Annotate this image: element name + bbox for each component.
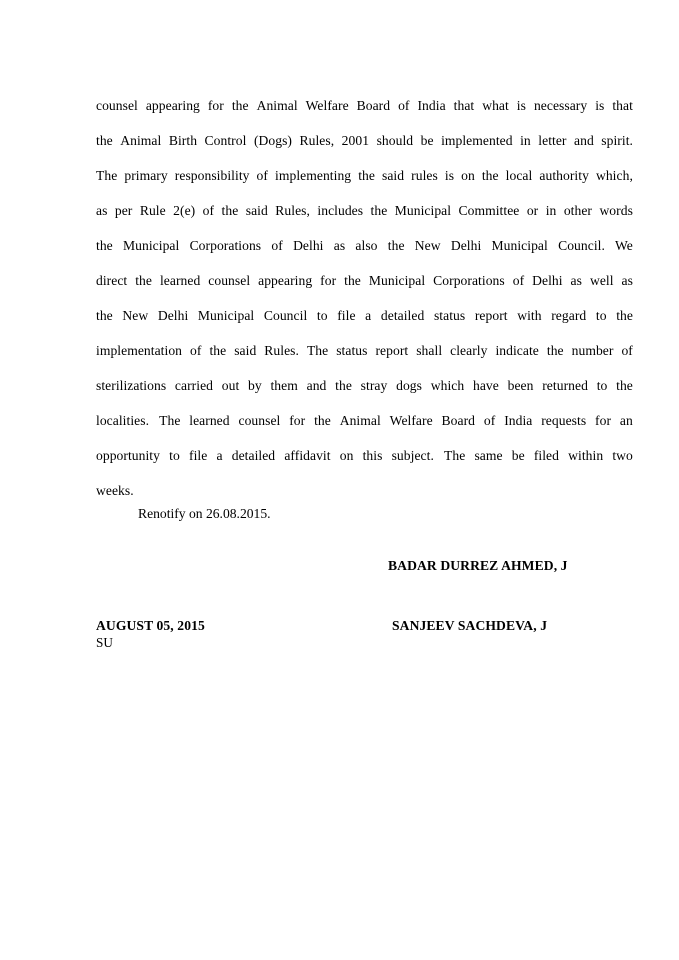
word: or [526, 203, 539, 218]
word: to [596, 378, 608, 393]
word: and [306, 378, 327, 393]
word: this [362, 448, 383, 463]
word: The [96, 168, 118, 183]
word: implementing [275, 168, 352, 183]
word: Rule [139, 203, 166, 218]
word: of [271, 238, 283, 253]
word: the [96, 133, 113, 148]
word: two [612, 448, 633, 463]
word: Board [441, 413, 476, 428]
word: within [568, 448, 604, 463]
body-line [96, 298, 633, 333]
word: the [546, 343, 564, 358]
word: Control [204, 133, 247, 148]
word: (Dogs) [253, 133, 292, 148]
word: an [619, 413, 633, 428]
word: Municipal [197, 308, 255, 323]
word: said [234, 343, 257, 358]
word: is [516, 98, 526, 113]
stenographer-initials: SU [96, 635, 113, 650]
word: appearing [145, 98, 200, 113]
word: local [505, 168, 533, 183]
word: the [96, 238, 113, 253]
word: that [612, 98, 633, 113]
word: authority [539, 168, 589, 183]
word: Rules, [299, 133, 335, 148]
word: 2001 [341, 133, 370, 148]
word: India [417, 98, 446, 113]
word: filed [533, 448, 559, 463]
word: as [333, 238, 346, 253]
word: the [387, 238, 405, 253]
word: which [430, 378, 465, 393]
word: Municipal [368, 273, 426, 288]
word: as [96, 203, 108, 218]
word: said [245, 203, 268, 218]
word: Board [356, 98, 391, 113]
word: Municipal [491, 238, 548, 253]
word: carried [174, 378, 213, 393]
word: the [335, 378, 352, 393]
word: on [339, 448, 354, 463]
word: rules [411, 168, 438, 183]
word: said [382, 168, 405, 183]
body-line [96, 368, 633, 403]
word: Committee [458, 203, 520, 218]
word: appearing [258, 273, 313, 288]
body-line [96, 473, 633, 508]
word: letter [538, 133, 567, 148]
word: Delhi [157, 308, 189, 323]
word: dogs [396, 378, 422, 393]
word: to [595, 308, 607, 323]
word: includes [317, 203, 364, 218]
word: of [512, 273, 525, 288]
word: be [511, 448, 525, 463]
word: report [474, 308, 508, 323]
word: what [482, 98, 509, 113]
word: Municipal [394, 203, 452, 218]
word: affidavit [284, 448, 331, 463]
word: of [202, 203, 215, 218]
word: same [474, 448, 503, 463]
word: have [472, 378, 499, 393]
word: the [96, 308, 113, 323]
word: the [358, 168, 375, 183]
word: status [433, 308, 466, 323]
word: of [256, 168, 268, 183]
word: implementation [96, 343, 183, 358]
word: the [481, 168, 499, 183]
word: detailed [231, 448, 276, 463]
word: well [589, 273, 614, 288]
body-line [96, 333, 633, 368]
word: Council [263, 308, 308, 323]
word: localities. The [96, 413, 181, 428]
word: the [135, 273, 152, 288]
word: Delhi [293, 238, 324, 253]
word: primary [124, 168, 168, 183]
word: in [520, 133, 531, 148]
word: 2(e) [173, 203, 196, 218]
word: New [414, 238, 441, 253]
word: sterilizations [96, 378, 167, 393]
word: file [189, 448, 208, 463]
word: for [320, 273, 337, 288]
word: other [563, 203, 592, 218]
body-line [96, 263, 633, 298]
word: Council. We [558, 238, 633, 253]
word: for [207, 98, 224, 113]
word: the [314, 413, 331, 428]
body-line [96, 158, 633, 193]
word: Welfare [305, 98, 349, 113]
word: the [231, 98, 249, 113]
word: Animal [339, 413, 381, 428]
body-line [96, 403, 633, 438]
word: to [169, 448, 180, 463]
word: Corporations [433, 273, 505, 288]
word: Municipal [123, 238, 180, 253]
word: which, [595, 168, 633, 183]
order-date: AUGUST 05, 2015 [96, 618, 205, 633]
word: clearly [450, 343, 488, 358]
word: Rules. [264, 343, 299, 358]
word: weeks. [96, 483, 134, 498]
word: Corporations [189, 238, 262, 253]
word: Welfare [389, 413, 433, 428]
word: the [616, 308, 633, 323]
order-body-text [96, 88, 633, 508]
judge-signature-secondary: SANJEEV SACHDEVA, J [392, 618, 548, 633]
renotify-line: Renotify on 26.08.2015. [138, 506, 271, 521]
body-line [96, 228, 633, 263]
word: on [461, 168, 475, 183]
word: of [483, 413, 496, 428]
body-line [96, 193, 633, 228]
word: been [507, 378, 534, 393]
word: by [248, 378, 262, 393]
word: report [375, 343, 409, 358]
word: be [420, 133, 434, 148]
word: for [595, 413, 612, 428]
word: spirit. [601, 133, 633, 148]
word: is [444, 168, 455, 183]
word: the [209, 343, 227, 358]
word: counsel [238, 413, 281, 428]
word: requests [541, 413, 587, 428]
word: per [114, 203, 133, 218]
word: of [621, 343, 633, 358]
word: learned [159, 273, 201, 288]
word: counsel [208, 273, 251, 288]
word: words [599, 203, 633, 218]
word: is [595, 98, 605, 113]
word: also [355, 238, 378, 253]
word: shall [416, 343, 443, 358]
word: returned [542, 378, 588, 393]
word: Delhi [532, 273, 563, 288]
word: the [344, 273, 361, 288]
word: status [336, 343, 368, 358]
word: detailed [380, 308, 425, 323]
word: regard [551, 308, 587, 323]
word: them [270, 378, 298, 393]
word: of [398, 98, 410, 113]
word: implemented [441, 133, 513, 148]
body-line [96, 123, 633, 158]
word: file [337, 308, 356, 323]
word: in [545, 203, 557, 218]
word: that [453, 98, 475, 113]
word: opportunity [96, 448, 160, 463]
word: counsel [96, 98, 138, 113]
word: a [365, 308, 372, 323]
body-line [96, 88, 633, 123]
word: Animal [120, 133, 162, 148]
word: The [306, 343, 329, 358]
word: India [504, 413, 533, 428]
word: direct [96, 273, 128, 288]
word: indicate [495, 343, 539, 358]
word: a [216, 448, 223, 463]
word: the [616, 378, 633, 393]
word: Animal [256, 98, 298, 113]
word: New [122, 308, 149, 323]
word: to [316, 308, 328, 323]
word: the [370, 203, 388, 218]
word: necessary [533, 98, 588, 113]
word: out [221, 378, 240, 393]
word: stray [360, 378, 388, 393]
word: Rules, [275, 203, 310, 218]
word: as [621, 273, 633, 288]
word: number [571, 343, 614, 358]
word: Birth [168, 133, 198, 148]
word: as [570, 273, 582, 288]
word: subject. The [391, 448, 466, 463]
word: of [190, 343, 202, 358]
judge-signature-primary: BADAR DURREZ AHMED, J [388, 558, 568, 573]
word: responsibility [174, 168, 250, 183]
word: for [289, 413, 306, 428]
word: learned [189, 413, 230, 428]
word: Delhi [450, 238, 482, 253]
word: with [517, 308, 542, 323]
word: and [574, 133, 594, 148]
body-line [96, 438, 633, 473]
word: the [221, 203, 239, 218]
word: should [376, 133, 414, 148]
